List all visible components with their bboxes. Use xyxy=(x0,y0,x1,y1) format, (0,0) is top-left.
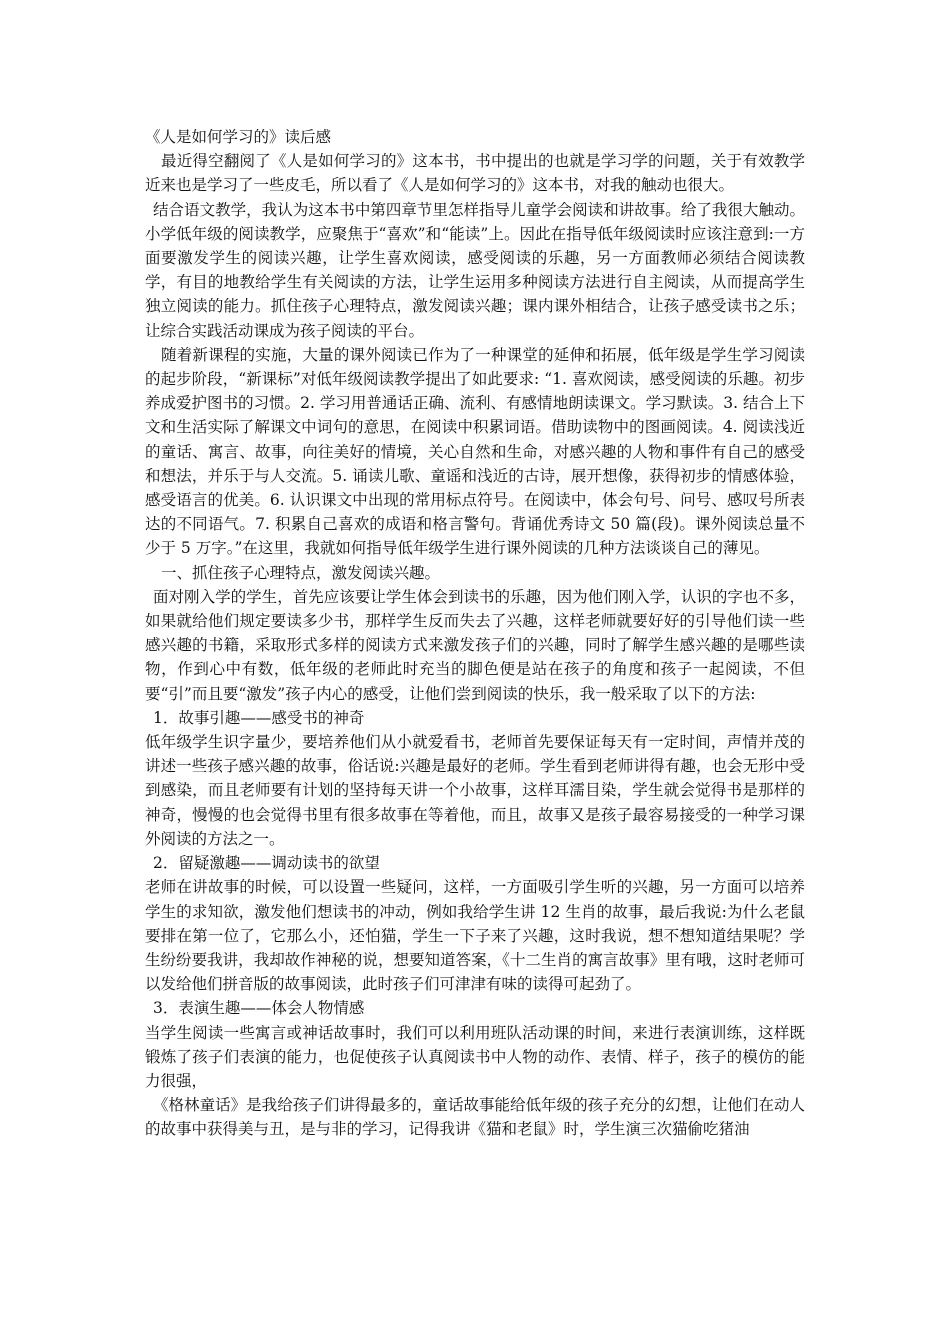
paragraph-story-interest: 低年级学生识字量少，要培养他们从小就爱看书，老师首先要保证每天有一定时间，声情并茂的讲述一些孩子感兴趣的故事，俗话说:兴趣是最好的老师。学生看到老师讲得有趣，也会无形中受到感染，而且老师要有计划的坚持每天讲一个小故事，这样耳濡目染，学生就会觉得书是那样的神奇，慢慢的也会觉得书里有很多故事在等着他，而且，故事又是孩子最容易接受的一种学习课外阅读的方法之一。 xyxy=(145,733,805,848)
document-title: 《人是如何学习的》读后感 xyxy=(145,128,332,146)
paragraph-performance: 当学生阅读一些寓言或神话故事时，我们可以利用班队活动课的时间，来进行表演训练，这样既锻炼了孩子们表演的能力，也促使孩子认真阅读书中人物的动作、表情、样子，孩子的模仿的能力很强， xyxy=(145,1023,805,1090)
paragraph-suspense: 老师在讲故事的时候，可以设置一些疑问，这样，一方面吸引学生听的兴趣，另一方面可以培养学生的求知欲，激发他们想读书的冲动，例如我给学生讲 12 生肖的故事，最后我说:为什么老鼠要排在第一位了，它那么小，还怕猫，学生一下子来了兴趣，这时我说，想不想知道结果呢？学生纷纷要我讲，我却故作神秘的说，想要知道答案，《十二生肖的寓言故事》里有哦，这时老师可以发给他们拼音版的故事阅读，此时孩子们可津津有味的读得可起劲了。 xyxy=(145,878,805,994)
subheading-performance: 3．表演生趣——体会人物情感 xyxy=(153,999,365,1018)
paragraph-chinese-teaching: 结合语文教学，我认为这本书中第四章节里怎样指导儿童学会阅读和讲故事。给了我很大触动。小学低年级的阅读教学，应聚焦于“喜欢”和“能读”上。因此在指导低年级阅读时应该注意到:一方面要激发学生的阅读兴趣，让学生喜欢阅读，感受阅读的乐趣，另一方面教师必须结合阅读教学，有目的地教给学生有关阅读的方法，让学生运用多种阅读方法进行自主阅读，从而提高学生独立阅读的能力。抓住孩子心理特点，激发阅读兴趣；课内课外相结合，让孩子感受读书之乐；让综合实践活动课成为孩子阅读的平台。 xyxy=(145,200,805,340)
document-body xyxy=(145,125,805,1142)
paragraph-first-graders: 面对刚入学的学生，首先应该要让学生体会到读书的乐趣，因为他们刚入学，认识的字也不多，如果就给他们规定要读多少书，那样学生反而失去了兴趣，这样老师就要好好的引导他们读一些感兴趣的书籍，采取形式多样的阅读方式来激发孩子们的兴趣，同时了解学生感兴趣的是哪些读物，作到心中有数，低年级的老师此时充当的脚色便是站在孩子的角度和孩子一起阅读，不但要“引”而且要“激发”孩子内心的感受，让他们尝到阅读的快乐，我一般采取了以下的方法: xyxy=(145,587,805,703)
section-heading-1: 一、抓住孩子心理特点，激发阅读兴趣。 xyxy=(161,563,441,582)
paragraph-new-curriculum: 随着新课程的实施，大量的课外阅读已作为了一种课堂的延伸和拓展，低年级是学生学习阅读的起步阶段，“新课标”对低年级阅读教学提出了如此要求: “1. 喜欢阅读，感受阅读的乐趣。初步养成爱护图书的习惯。2. 学习用普通话正确、流利、有感情地朗读课文。学习默读。3. 结合上下文和生活实际了解课文中词句的意思，在阅读中积累词语。借助读物中的图画阅读。4. 阅读浅近的童话、寓言、故事，向往美好的情境，关心自然和生命，对感兴趣的人物和事件有自己的感受和想法，并乐于与人交流。5. 诵读儿歌、童谣和浅近的古诗，展开想像，获得初步的情感体验，感受语言的优美。6. 认识课文中出现的常用标点符号。在阅读中，体会句号、问号、感叹号所表达的不同语气。7. 积累自己喜欢的成语和格言警句。背诵优秀诗文 50 篇(段)。课外阅读总量不少于 5 万字。”在这里，我就如何指导低年级学生进行课外阅读的几种方法谈谈自己的薄见。 xyxy=(145,345,805,558)
subheading-story-interest: 1．故事引趣——感受书的神奇 xyxy=(153,708,365,727)
subheading-suspense: 2．留疑激趣——调动读书的欲望 xyxy=(153,854,380,873)
paragraph-grimm: 《格林童话》是我给孩子们讲得最多的，童话故事能给低年级的孩子充分的幻想，让他们在动人的故事中获得美与丑，是与非的学习，记得我讲《猫和老鼠》时，学生演三次猫偷吃猪油 xyxy=(145,1096,805,1139)
paragraph-intro: 最近得空翻阅了《人是如何学习的》这本书，书中提出的也就是学习学的问题，关于有效教学近来也是学习了一些皮毛，所以看了《人是如何学习的》这本书，对我的触动也很大。 xyxy=(145,152,805,195)
